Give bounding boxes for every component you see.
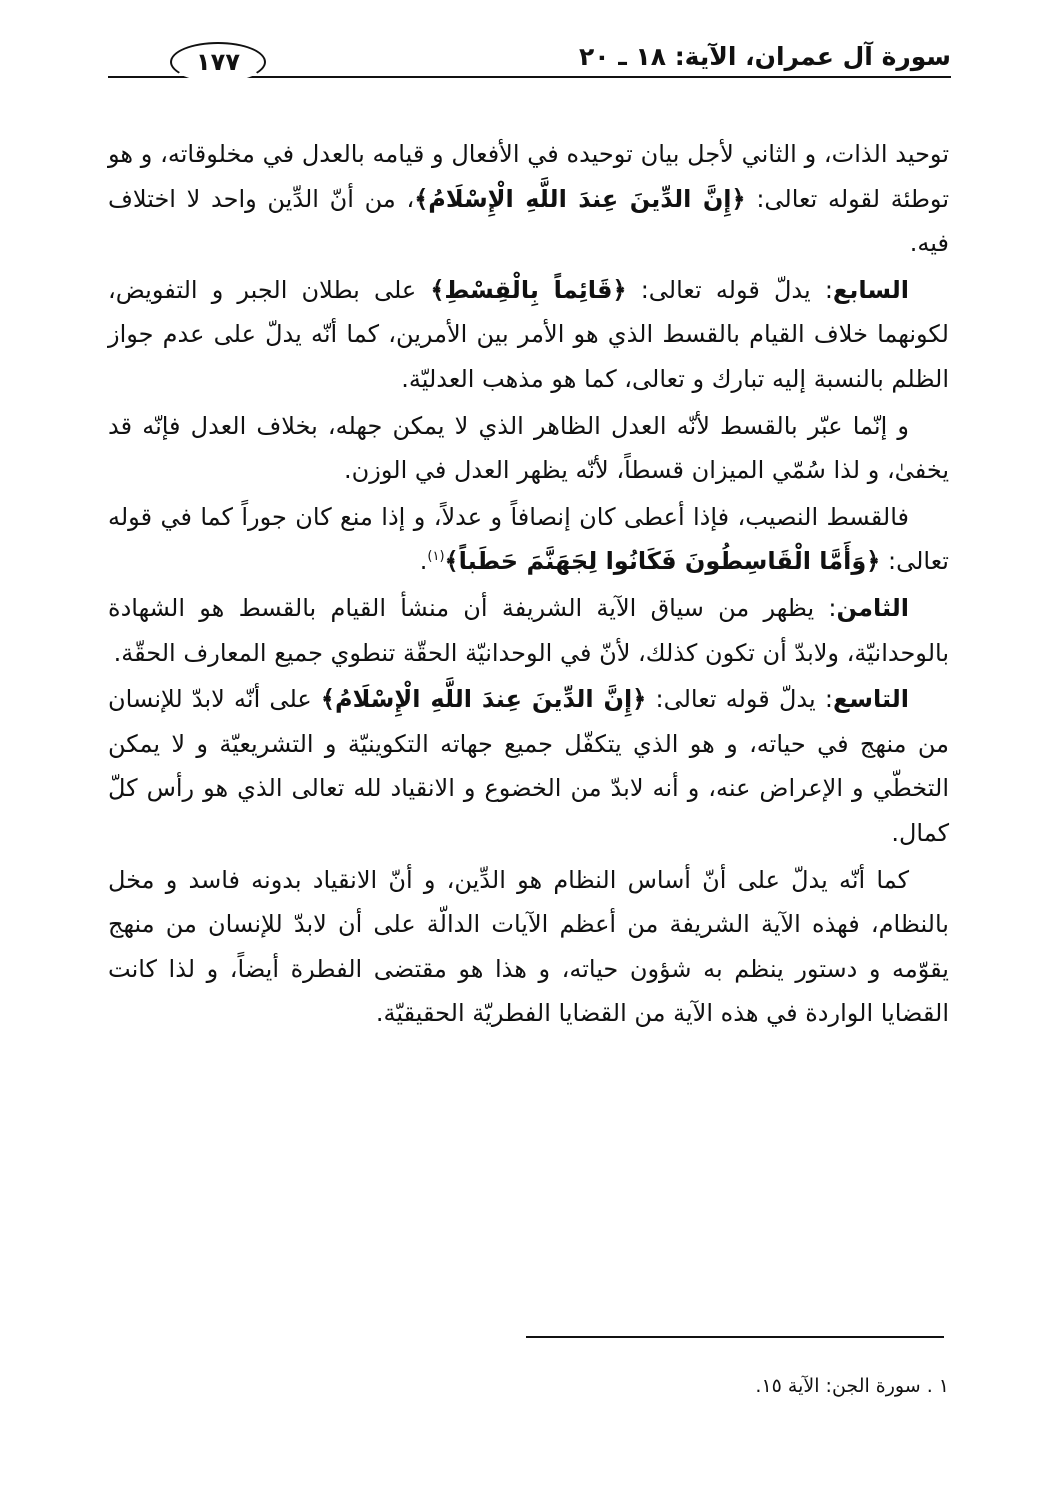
footnote-rule bbox=[526, 1336, 944, 1338]
paragraph-text: كما أنّه يدلّ على أنّ أساس النظام هو الدِّين، و أنّ الانقياد بدونه فاسد و مخل بالنظام، فهذه الآية الشريفة من أعظم الآيات الدالّة على أن لابدّ للإنسان من منهج يقوّمه و دستور ينظم به شؤون حياته، و هذا هو مقتضى الفطرة أيضاً، و لذا كانت القضايا الواردة في هذه الآية من القضايا الفطريّة الحقيقيّة. bbox=[108, 865, 949, 1028]
paragraph-text: ، من أنّ الدِّين واحد لا اختلاف فيه. bbox=[108, 184, 949, 258]
paragraph-nasib bbox=[108, 495, 949, 584]
quranic-verse: ﴿إِنَّ الدِّينَ عِندَ اللَّهِ الْإِسْلَامُ﴾ bbox=[414, 184, 746, 213]
paragraph-text: : يدلّ قوله تعالى: bbox=[640, 275, 833, 304]
running-head: سورة آل عمران، الآية: ١٨ ـ ٢٠ bbox=[578, 42, 951, 71]
paragraph-7th bbox=[108, 268, 949, 402]
quranic-verse: ﴿قَائِماً بِالْقِسْطِ﴾ bbox=[430, 275, 627, 304]
paragraph-qist bbox=[108, 404, 949, 493]
paragraph-text: : يظهر من سياق الآية الشريفة أن منشأ القيام بالقسط هو الشهادة بالوحدانيّة، ولابدّ أن تكون كذلك، لأنّ في الوحدانيّة الحقّة تنطوي جميع المعارف الحقّة. bbox=[108, 593, 949, 667]
footnote-marker[interactable]: (١) bbox=[427, 549, 445, 565]
quranic-verse: ﴿وَأَمَّا الْقَاسِطُونَ فَكَانُوا لِجَهَنَّمَ حَطَباً﴾ bbox=[444, 547, 881, 576]
paragraph-9th bbox=[108, 677, 949, 855]
paragraph-text: . bbox=[419, 547, 428, 576]
paragraph-text: و إنّما عبّر بالقسط لأنّه العدل الظاهر الذي لا يمكن جهله، بخلاف العدل فإنّه قد يخفىٰ، و لذا سُمّي الميزان قسطاً، لأنّه يظهر العدل في الوزن. bbox=[108, 411, 949, 485]
paragraph-text: توحيد الذات، و الثاني لأجل بيان توحيده في الأفعال و قيامه بالعدل في مخلوقاته، و هو توطئة لقوله تعالى: bbox=[108, 140, 949, 213]
paragraph-final bbox=[108, 858, 949, 1036]
paragraph-text: على أنّه لابدّ للإنسان من منهج في حياته، و هو الذي يتكفّل جميع جهاته التكوينيّة و التشريعيّة و لا يمكن التخطّي و الإعراض عنه، و أنه لابدّ من الخضوع و الانقياد لله تعالى الذي هو رأس كلّ كمال. bbox=[108, 685, 949, 847]
paragraph-text: فالقسط النصيب، فإذا أعطى كان إنصافاً و عدلاً، و إذا منع كان جوراً كما في قوله تعالى: bbox=[108, 502, 949, 576]
paragraph-text: على بطلان الجبر و التفويض، لكونهما خلاف القيام بالقسط الذي هو الأمر بين الأمرين، كما أنّه يدلّ على عدم جواز الظلم بالنسبة إليه تبارك و تعالى، كما هو مذهب العدليّة. bbox=[108, 275, 949, 393]
page-header bbox=[108, 40, 951, 84]
section-lead: الثامن bbox=[836, 593, 909, 622]
paragraph-1 bbox=[108, 132, 949, 266]
footnote: ١ . سورة الجن: الآية ١٥. bbox=[755, 1375, 949, 1397]
section-lead: التاسع bbox=[832, 685, 909, 714]
body-text bbox=[108, 132, 949, 1038]
section-lead: السابع bbox=[832, 275, 909, 304]
paragraph-8th bbox=[108, 586, 949, 675]
page-number: ١٧٧ bbox=[170, 42, 266, 82]
quranic-verse: ﴿إِنَّ الدِّينَ عِندَ اللَّهِ الْإِسْلَامُ﴾ bbox=[320, 685, 647, 714]
paragraph-text: : يدلّ قوله تعالى: bbox=[655, 685, 833, 714]
